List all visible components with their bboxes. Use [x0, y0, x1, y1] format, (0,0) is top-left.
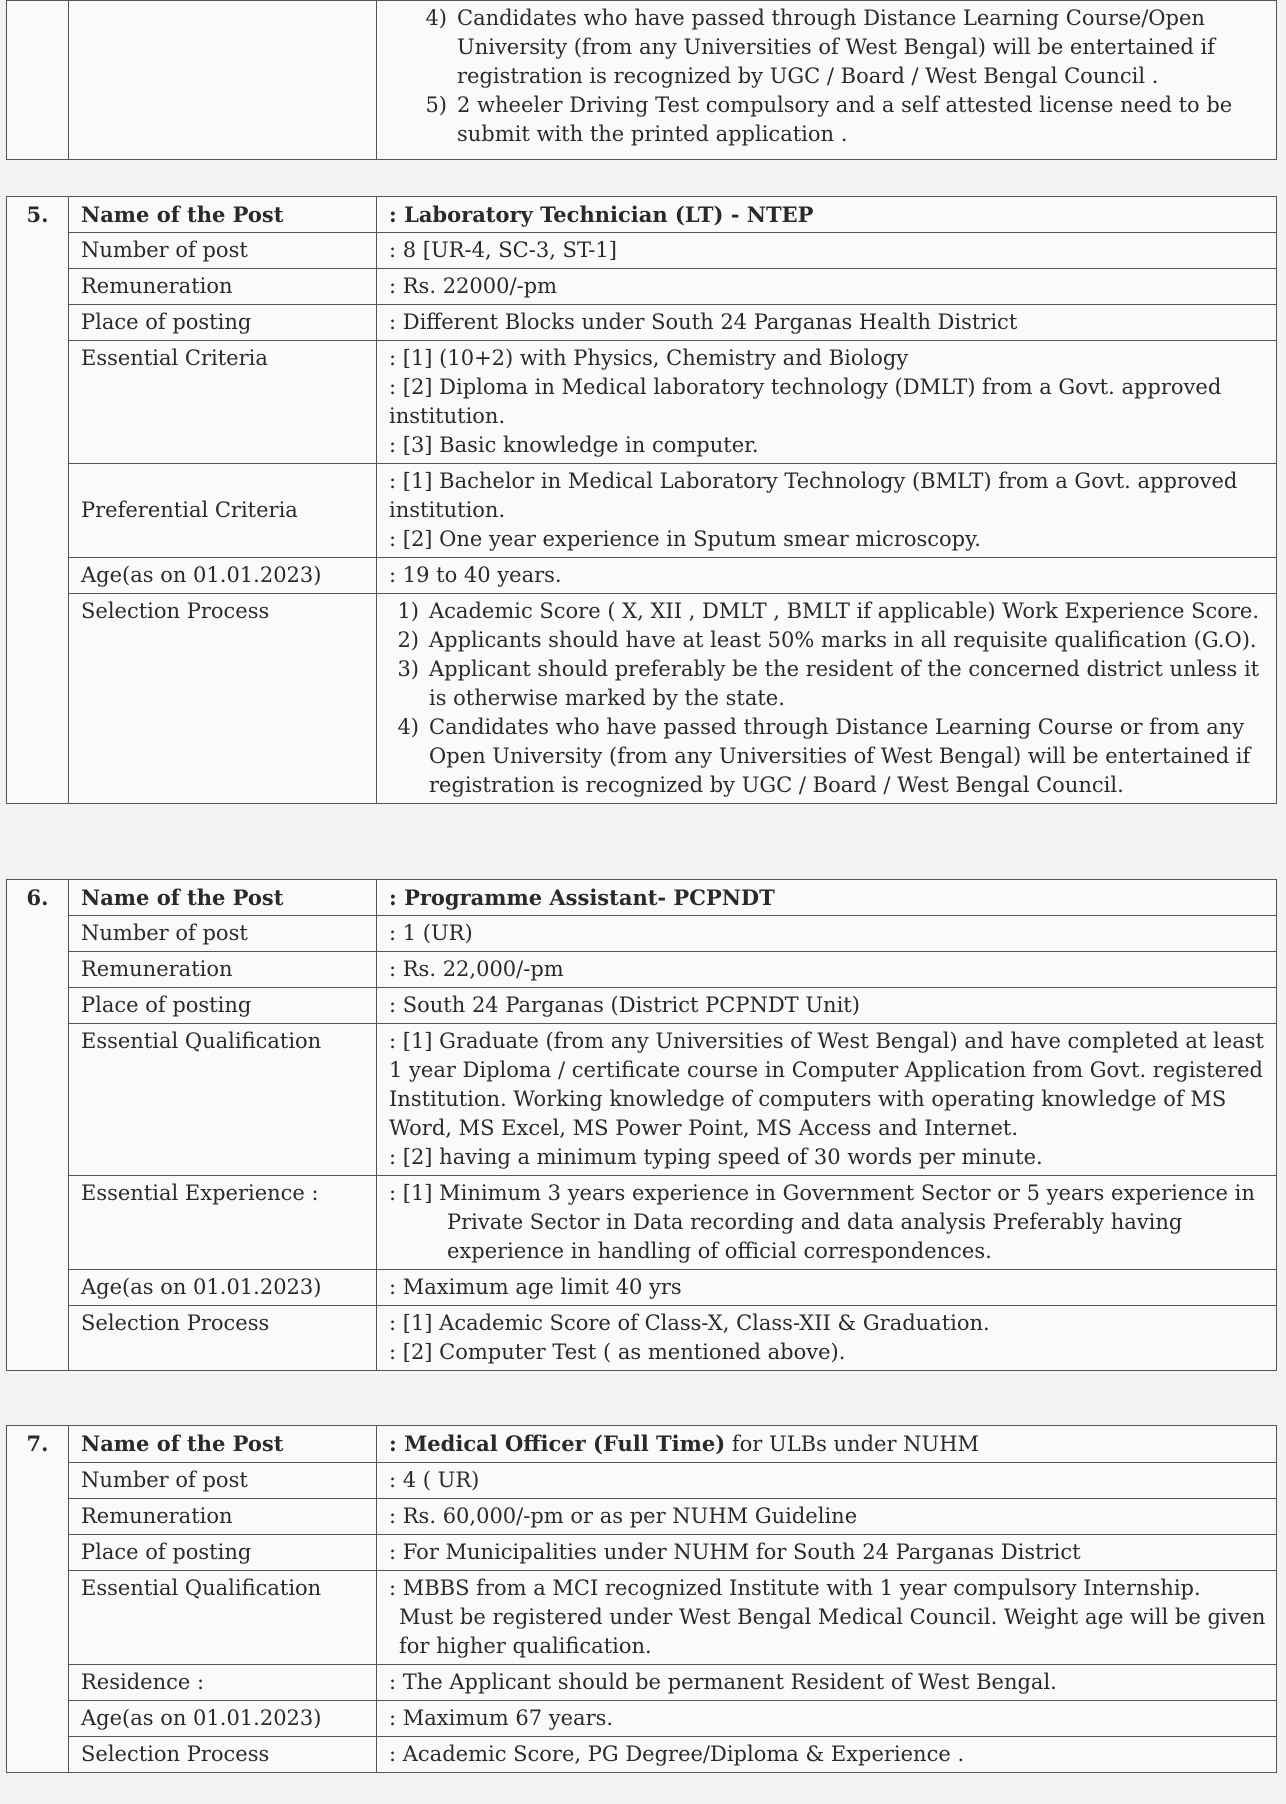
selection-value: : Academic Score, PG Degree/Diploma & Experience .	[377, 1737, 1277, 1773]
list-item	[379, 713, 1268, 800]
qualification-value	[377, 1571, 1277, 1665]
selection-item: : [1] Academic Score of Class-X, Class-XII & Graduation.	[389, 1311, 990, 1335]
serial-number: 7.	[7, 1426, 69, 1773]
post-name-bold: : Medical Officer (Full Time)	[389, 1431, 726, 1456]
table-row	[7, 1306, 1277, 1371]
list-item-text: Candidates who have passed through Distance Learning Course/Open University (from any Universities of West Bengal) will be entertained if registration is recognized by UGC / Board / West Bengal Council .	[457, 6, 1216, 88]
table-row	[7, 1176, 1277, 1270]
table-row	[7, 1270, 1277, 1306]
essential-item: : [1] (10+2) with Physics, Chemistry and Biology	[389, 346, 909, 370]
age-value: : Maximum 67 years.	[377, 1701, 1277, 1737]
value-cell	[377, 1, 1277, 160]
table-row	[7, 1665, 1277, 1701]
section-5-table	[6, 196, 1277, 804]
list-item-number: 4)	[425, 6, 447, 30]
number-value: : 1 (UR)	[377, 916, 1277, 952]
remuneration-value: : Rs. 22000/-pm	[377, 269, 1277, 305]
list-item	[407, 4, 1268, 91]
place-value: : Different Blocks under South 24 Parganas Health District	[377, 305, 1277, 341]
age-value: : Maximum age limit 40 yrs	[377, 1270, 1277, 1306]
post-name-rest: for ULBs under NUHM	[725, 1432, 980, 1456]
list-item	[379, 626, 1268, 655]
experience-label: Essential Experience :	[69, 1176, 377, 1270]
place-label: Place of posting	[69, 305, 377, 341]
residence-label: Residence :	[69, 1665, 377, 1701]
name-label: Name of the Post	[69, 1426, 377, 1463]
essential-value	[377, 341, 1277, 464]
table-row	[7, 558, 1277, 594]
remuneration-value: : Rs. 22,000/-pm	[377, 952, 1277, 988]
table-row	[7, 1499, 1277, 1535]
name-label: Name of the Post	[69, 197, 377, 233]
table-row	[7, 880, 1277, 916]
essential-item: : [3] Basic knowledge in computer.	[389, 433, 759, 457]
place-label: Place of posting	[69, 988, 377, 1024]
table-row	[7, 1024, 1277, 1176]
name-label: Name of the Post	[69, 880, 377, 916]
selection-list	[407, 4, 1268, 149]
serial-number: 6.	[7, 880, 69, 1371]
table-row	[7, 1571, 1277, 1665]
list-item-number: 3)	[397, 657, 419, 681]
table-row	[7, 1701, 1277, 1737]
preferential-label: Preferential Criteria	[69, 464, 377, 558]
number-value: : 8 [UR-4, SC-3, ST-1]	[377, 233, 1277, 269]
qualification-label: Essential Qualification	[69, 1024, 377, 1176]
selection-label: Selection Process	[69, 594, 377, 804]
residence-value: : The Applicant should be permanent Resident of West Bengal.	[377, 1665, 1277, 1701]
table-row	[7, 341, 1277, 464]
preferential-value	[377, 464, 1277, 558]
post-name: : Programme Assistant- PCPNDT	[377, 880, 1277, 916]
list-item-text: Applicants should have at least 50% marks in all requisite qualification (G.O).	[429, 628, 1257, 652]
essential-item: : [2] Diploma in Medical laboratory technology (DMLT) from a Govt. approved institution.	[389, 375, 1222, 428]
list-item-text: Academic Score ( X, XII , DMLT , BMLT if applicable) Work Experience Score.	[429, 599, 1260, 623]
age-label: Age(as on 01.01.2023)	[69, 1270, 377, 1306]
table-row	[7, 464, 1277, 558]
table-row	[7, 269, 1277, 305]
qualification-label: Essential Qualification	[69, 1571, 377, 1665]
place-value: : For Municipalities under NUHM for South 24 Parganas District	[377, 1535, 1277, 1571]
section-7-table	[6, 1425, 1277, 1773]
selection-value	[377, 594, 1277, 804]
remuneration-label: Remuneration	[69, 1499, 377, 1535]
preferential-item: : [1] Bachelor in Medical Laboratory Technology (BMLT) from a Govt. approved institution.	[389, 469, 1238, 522]
serial-cell	[7, 1, 69, 160]
table-row	[7, 952, 1277, 988]
serial-number: 5.	[7, 197, 69, 804]
list-item-number: 4)	[397, 715, 419, 739]
qualification-item: : [1] Graduate (from any Universities of West Bengal) and have completed at least 1 year Diploma / certificate course in Computer Application from Govt. registered Institution. Working knowledge of computers with operating knowledge of MS Word, MS Excel, MS Power Point, MS Access and Internet.	[389, 1029, 1264, 1140]
list-item	[407, 91, 1268, 149]
label-cell	[69, 1, 377, 160]
table-row	[7, 305, 1277, 341]
list-item-text: Candidates who have passed through Distance Learning Course or from any Open University (from any Universities of West Bengal) will be entertained if registration is recognized by UGC / Board / West Bengal Council.	[429, 715, 1251, 797]
selection-label: Selection Process	[69, 1306, 377, 1371]
experience-item: : [1] Minimum 3 years experience in Government Sector or 5 years experience in Private Sector in Data recording and data analysis Preferably having experience in handling of official correspondences.	[389, 1181, 1255, 1263]
experience-value	[377, 1176, 1277, 1270]
place-value: : South 24 Parganas (District PCPNDT Unit)	[377, 988, 1277, 1024]
table-row	[7, 1535, 1277, 1571]
place-label: Place of posting	[69, 1535, 377, 1571]
section-6-table	[6, 879, 1277, 1371]
table-row	[7, 1426, 1277, 1463]
table-row	[7, 594, 1277, 804]
qualification-item: Must be registered under West Bengal Medical Council. Weight age will be given for higher qualification.	[399, 1605, 1266, 1658]
qualification-item: : [2] having a minimum typing speed of 30 words per minute.	[389, 1145, 1043, 1169]
selection-value	[377, 1306, 1277, 1371]
table-row	[7, 988, 1277, 1024]
selection-label: Selection Process	[69, 1737, 377, 1773]
number-label: Number of post	[69, 233, 377, 269]
table-row	[7, 197, 1277, 233]
table-row	[7, 233, 1277, 269]
selection-list	[379, 597, 1268, 800]
post-name	[377, 1426, 1277, 1463]
list-item-number: 2)	[397, 628, 419, 652]
remuneration-label: Remuneration	[69, 269, 377, 305]
essential-label: Essential Criteria	[69, 341, 377, 464]
age-label: Age(as on 01.01.2023)	[69, 1701, 377, 1737]
table-row	[7, 1463, 1277, 1499]
list-item-text: 2 wheeler Driving Test compulsory and a self attested license need to be submit with the printed application .	[457, 93, 1233, 146]
age-value: : 19 to 40 years.	[377, 558, 1277, 594]
list-item-text: Applicant should preferably be the resident of the concerned district unless it is otherwise marked by the state.	[429, 657, 1260, 710]
age-label: Age(as on 01.01.2023)	[69, 558, 377, 594]
number-label: Number of post	[69, 916, 377, 952]
remuneration-value: : Rs. 60,000/-pm or as per NUHM Guideline	[377, 1499, 1277, 1535]
list-item	[379, 597, 1268, 626]
table-row	[7, 916, 1277, 952]
prev-section-table	[6, 0, 1277, 160]
table-row	[7, 1737, 1277, 1773]
list-item	[379, 655, 1268, 713]
list-item-number: 5)	[425, 93, 447, 117]
post-name: : Laboratory Technician (LT) - NTEP	[377, 197, 1277, 233]
table-row	[7, 1, 1277, 160]
selection-item: : [2] Computer Test ( as mentioned above).	[389, 1340, 846, 1364]
remuneration-label: Remuneration	[69, 952, 377, 988]
preferential-item: : [2] One year experience in Sputum smear microscopy.	[389, 527, 981, 551]
qualification-value	[377, 1024, 1277, 1176]
number-value: : 4 ( UR)	[377, 1463, 1277, 1499]
number-label: Number of post	[69, 1463, 377, 1499]
list-item-number: 1)	[397, 599, 419, 623]
qualification-item: : MBBS from a MCI recognized Institute with 1 year compulsory Internship.	[389, 1576, 1201, 1600]
